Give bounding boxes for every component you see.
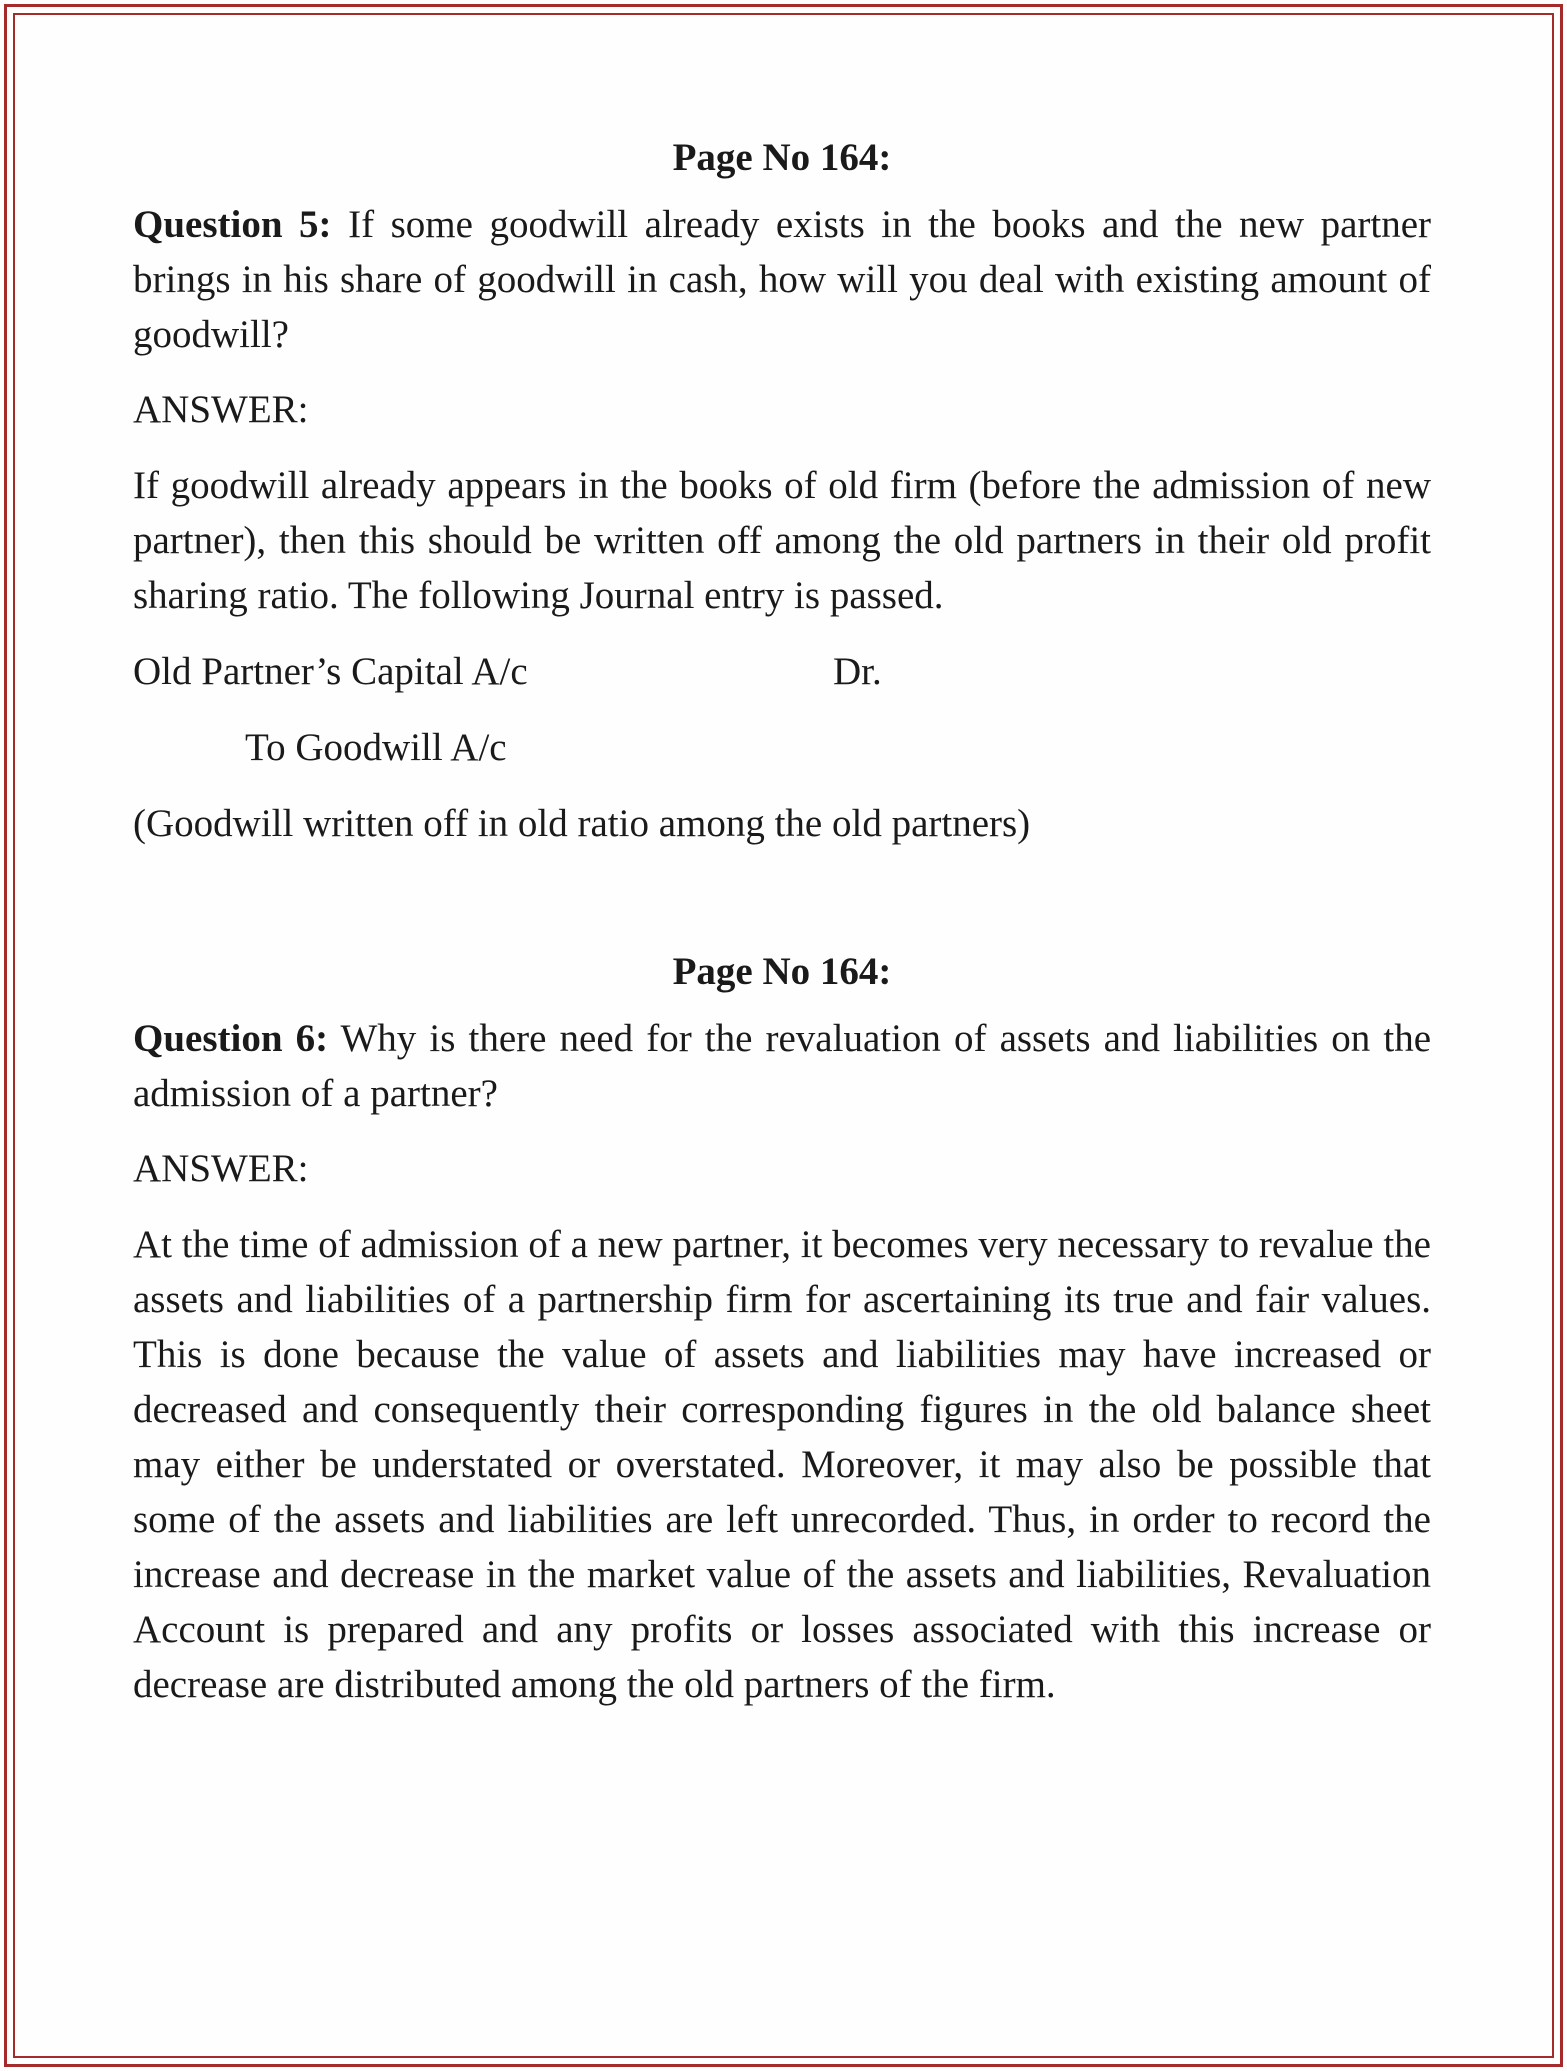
question-5 bbox=[133, 197, 1431, 362]
page-heading: Page No 164: bbox=[672, 136, 892, 179]
document-content bbox=[133, 130, 1431, 1733]
journal-debit-account: Old Partner’s Capital A/c bbox=[133, 650, 528, 693]
question-5-label: Question 5: bbox=[133, 203, 332, 246]
question-6 bbox=[133, 1011, 1431, 1121]
page-heading: Page No 164: bbox=[672, 950, 892, 993]
journal-narration: (Goodwill written off in old ratio among the old partners) bbox=[133, 802, 1031, 845]
answer-label: ANSWER: bbox=[133, 388, 309, 431]
answer-5-text: If goodwill already appears in the books of old firm (before the admission of new partner), then this should be written off among the old partners in their old profit sharing ratio. The following Journal entry is passed. bbox=[133, 464, 1431, 617]
question-6-section bbox=[133, 944, 1431, 1712]
question-5-section bbox=[133, 130, 1431, 851]
answer-label: ANSWER: bbox=[133, 1147, 309, 1190]
section-spacer bbox=[133, 851, 1431, 944]
question-6-text: Why is there need for the revaluation of assets and liabilities on the admission of a partner? bbox=[133, 1017, 1431, 1115]
journal-dr-marker: Dr. bbox=[833, 650, 882, 693]
answer-6-text: At the time of admission of a new partner, it becomes very necessary to revalue the assets and liabilities of a partnership firm for ascertaining its true and fair values. This is done because the value of assets and liabilities may have increased or decreased and consequently their corresponding figures in the old balance sheet may either be understated or overstated. Moreover, it may also be possible that some of the assets and liabilities are left unrecorded. Thus, in order to record the increase and decrease in the market value of the assets and liabilities, Revaluation Account is prepared and any profits or losses associated with this increase or decrease are distributed among the old partners of the firm. bbox=[133, 1223, 1431, 1706]
question-6-label: Question 6: bbox=[133, 1017, 329, 1060]
question-5-text: If some goodwill already exists in the books and the new partner brings in his share of goodwill in cash, how will you deal with existing amount of goodwill? bbox=[133, 203, 1431, 356]
journal-credit-account: To Goodwill A/c bbox=[245, 726, 507, 769]
journal-debit-line bbox=[133, 644, 1431, 699]
